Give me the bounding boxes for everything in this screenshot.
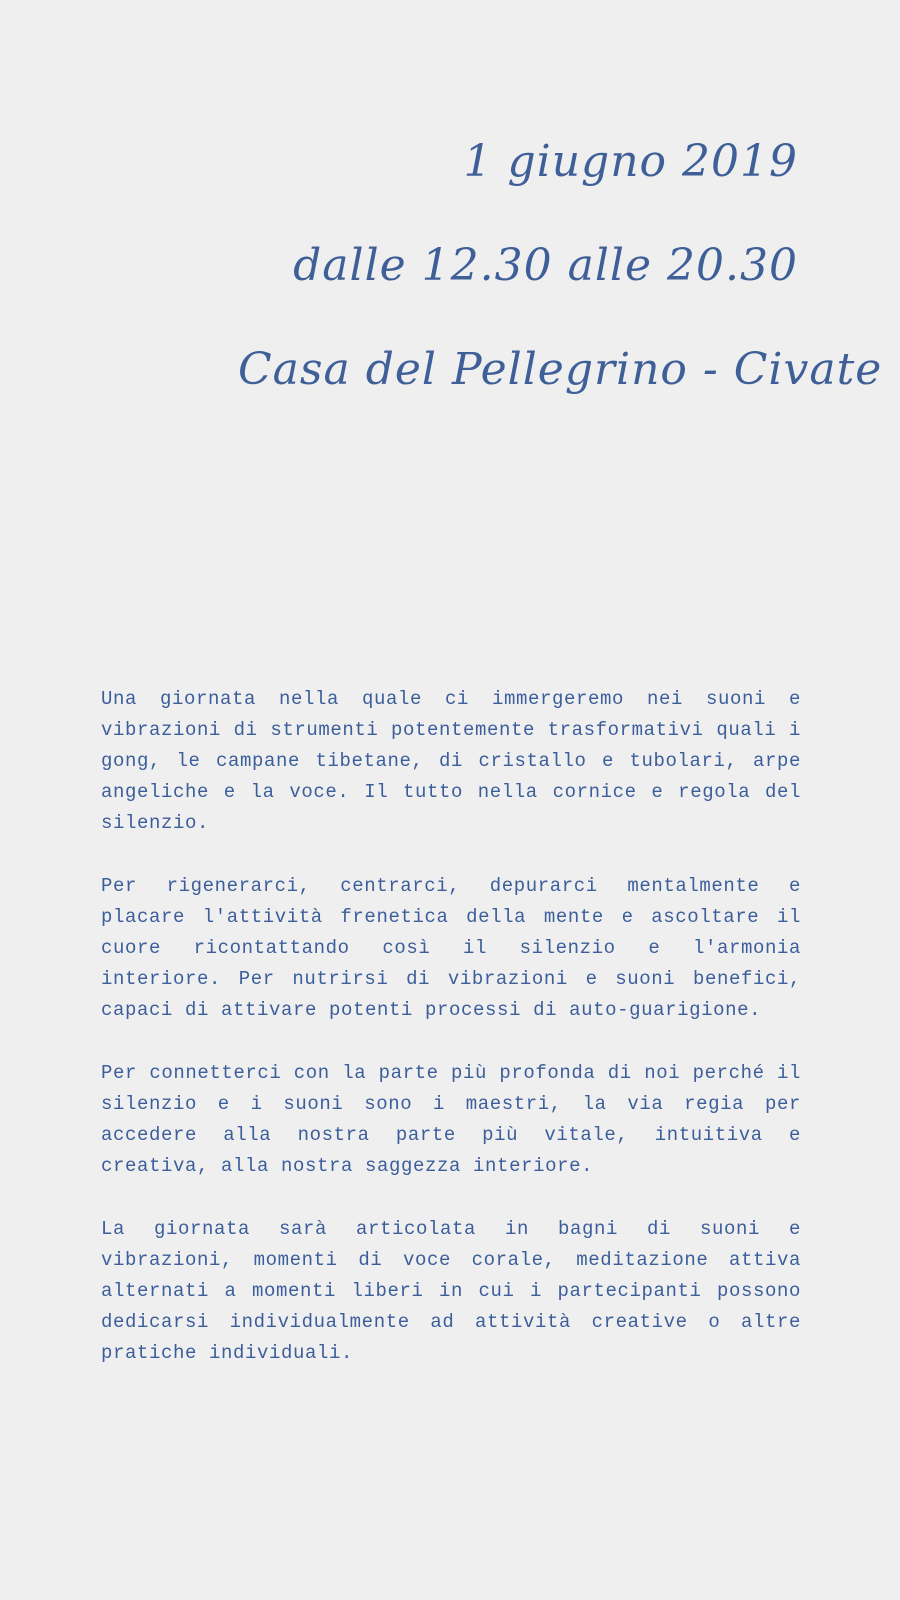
event-description [101,684,801,1401]
description-paragraph: Una giornata nella quale ci immergeremo nei suoni e vibrazioni di strumenti potentemente trasformativi quali i gong, le campane tibetane, di cristallo e tubolari, arpe angeliche e la voce. Il tutto nella cornice e regola del silenzio. [101,688,801,834]
event-venue: Casa del Pellegrino - Civate [238,344,883,395]
event-date: 1 giugno 2019 [463,136,798,187]
description-paragraph: La giornata sarà articolata in bagni di suoni e vibrazioni, momenti di voce corale, meditazione attiva alternati a momenti liberi in cui i partecipanti possono dedicarsi individualmente ad attività creative o altre pratiche individuali. [101,1218,801,1364]
event-time: dalle 12.30 alle 20.30 [293,240,798,291]
event-header [238,110,883,422]
description-paragraph: Per connetterci con la parte più profonda di noi perché il silenzio e i suoni sono i maestri, la via regia per accedere alla nostra parte più vitale, intuitiva e creativa, alla nostra saggezza interiore. [101,1062,801,1177]
description-paragraph: Per rigenerarci, centrarci, depurarci mentalmente e placare l'attività frenetica della mente e ascoltare il cuore ricontattando così il silenzio e l'armonia interiore. Per nutrirsi di vibrazioni e suoni benefici, capaci di attivare potenti processi di auto-guarigione. [101,875,801,1021]
